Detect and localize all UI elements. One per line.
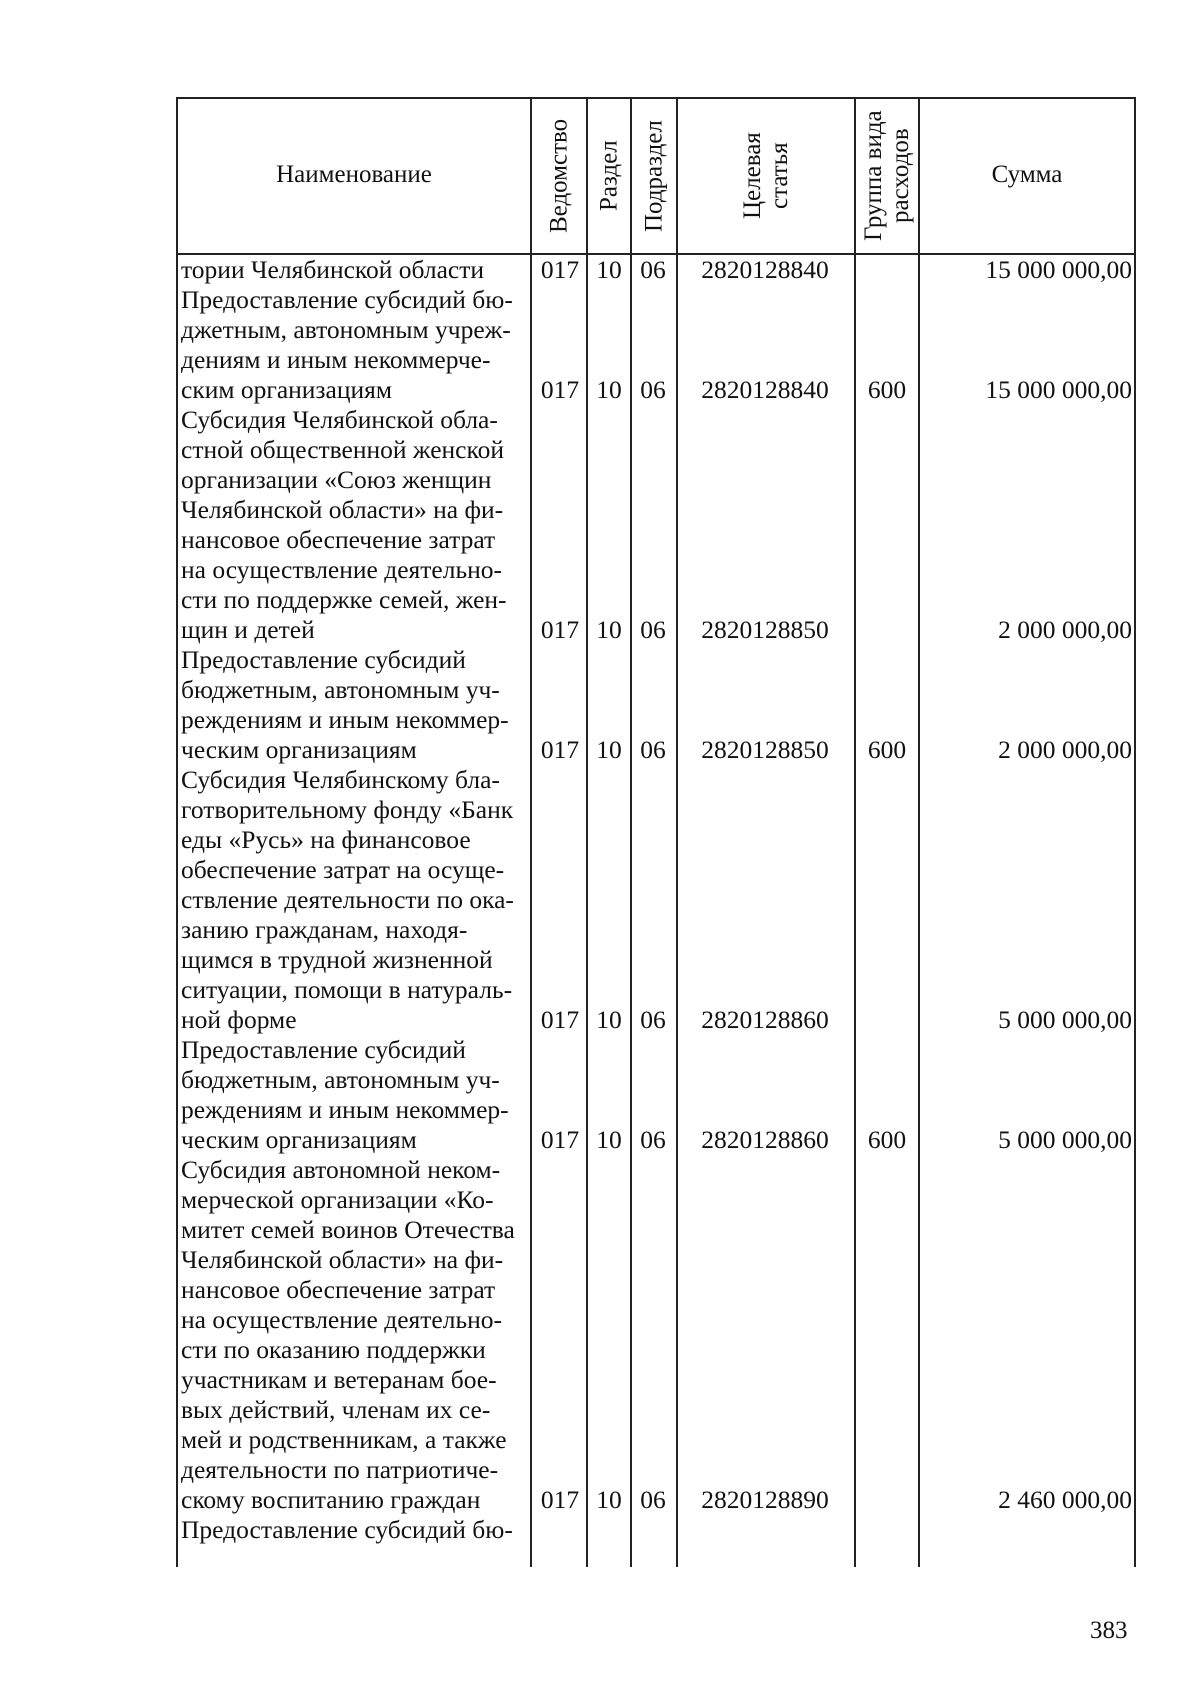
row-1-vedomstvo: 017 (540, 375, 580, 404)
column-divider (1134, 97, 1136, 1567)
row-3-razdel: 10 (596, 735, 622, 764)
header-vedomstvo: Ведомство (545, 118, 573, 234)
header-podrazdel: Подраздел (640, 120, 668, 232)
column-divider (176, 97, 178, 1567)
row-3-summa: 2 000 000,00 (998, 735, 1132, 764)
row-6-celevaya: 2820128890 (701, 1485, 829, 1514)
row-0-vedomstvo: 017 (540, 255, 580, 284)
row-4-razdel: 10 (596, 1005, 622, 1034)
row-2-name: Субсидия Челябинской обла- стной общественной женской организации «Союз женщин Челябинской области» на фи- нансовое обеспечение затрат на осуществление деятельно- сти по поддержке семей, жен- щин и детей (181, 405, 507, 644)
row-0-podrazdel: 06 (640, 255, 666, 284)
row-5-name: Предоставление субсидий бюджетным, автономным уч- реждениям и иным некоммер- ческим организациям (181, 1035, 509, 1154)
row-0-celevaya: 2820128840 (701, 255, 829, 284)
row-3-name: Предоставление субсидий бюджетным, автономным уч- реждениям и иным некоммер- ческим организациям (181, 645, 509, 764)
row-6-podrazdel: 06 (640, 1485, 666, 1514)
row-4-name: Субсидия Челябинскому бла- готворительному фонду «Банк еды «Русь» на финансовое обеспечение затрат на осуще- ствление деятельности по ока- занию гражданам, находя- щимся в трудной жизненной ситуации, помощи в натураль- ной форме (181, 765, 514, 1034)
row-1-gruppa: 600 (867, 375, 907, 404)
row-2-vedomstvo: 017 (540, 615, 580, 644)
row-4-summa: 5 000 000,00 (998, 1005, 1132, 1034)
row-5-summa: 5 000 000,00 (998, 1125, 1132, 1154)
row-2-summa: 2 000 000,00 (998, 615, 1132, 644)
row-3-podrazdel: 06 (640, 735, 666, 764)
row-5-celevaya: 2820128860 (701, 1125, 829, 1154)
row-3-gruppa: 600 (867, 735, 907, 764)
column-divider (530, 97, 532, 1567)
header-naimenovanie: Наименование (276, 161, 432, 188)
header-celevaya-statya: Целевая статья (739, 132, 793, 220)
row-6-summa: 2 460 000,00 (998, 1485, 1132, 1514)
column-divider (918, 97, 920, 1567)
column-divider (676, 97, 678, 1567)
column-divider (586, 97, 588, 1567)
row-0-summa: 15 000 000,00 (985, 255, 1132, 284)
page-number: 383 (1090, 1617, 1128, 1644)
row-1-celevaya: 2820128840 (701, 375, 829, 404)
row-2-podrazdel: 06 (640, 615, 666, 644)
row-3-vedomstvo: 017 (540, 735, 580, 764)
row-5-gruppa: 600 (867, 1125, 907, 1154)
row-6-vedomstvo: 017 (540, 1485, 580, 1514)
row-5-razdel: 10 (596, 1125, 622, 1154)
row-7-name: Предоставление субсидий бю- (181, 1515, 513, 1544)
column-divider (854, 97, 856, 1567)
row-0-name: тории Челябинской области (181, 255, 485, 284)
row-3-celevaya: 2820128850 (701, 735, 829, 764)
header-gruppa-vida-rashodov: Группа вида расходов (860, 110, 914, 242)
row-4-vedomstvo: 017 (540, 1005, 580, 1034)
row-2-celevaya: 2820128850 (701, 615, 829, 644)
row-4-celevaya: 2820128860 (701, 1005, 829, 1034)
row-4-podrazdel: 06 (640, 1005, 666, 1034)
row-5-vedomstvo: 017 (540, 1125, 580, 1154)
row-5-podrazdel: 06 (640, 1125, 666, 1154)
row-2-razdel: 10 (596, 615, 622, 644)
row-1-razdel: 10 (596, 375, 622, 404)
row-1-summa: 15 000 000,00 (985, 375, 1132, 404)
row-0-razdel: 10 (596, 255, 622, 284)
row-1-podrazdel: 06 (640, 375, 666, 404)
column-divider (630, 97, 632, 1567)
header-razdel: Раздел (595, 140, 623, 212)
header-summa: Сумма (991, 161, 1063, 188)
row-6-name: Субсидия автономной неком- мерческой организации «Ко- митет семей воинов Отечества Челябинской области» на фи- нансовое обеспечение затрат на осуществление деятельно- сти по оказанию поддержки участникам и ветеранам бое- вых действий, членам их се- мей и родственникам, а также деятельности по патриотиче- скому воспитанию граждан (181, 1155, 515, 1514)
row-6-razdel: 10 (596, 1485, 622, 1514)
row-1-name: Предоставление субсидий бю- джетным, автономным учреж- дениям и иным некоммерче- ским организациям (181, 285, 513, 404)
